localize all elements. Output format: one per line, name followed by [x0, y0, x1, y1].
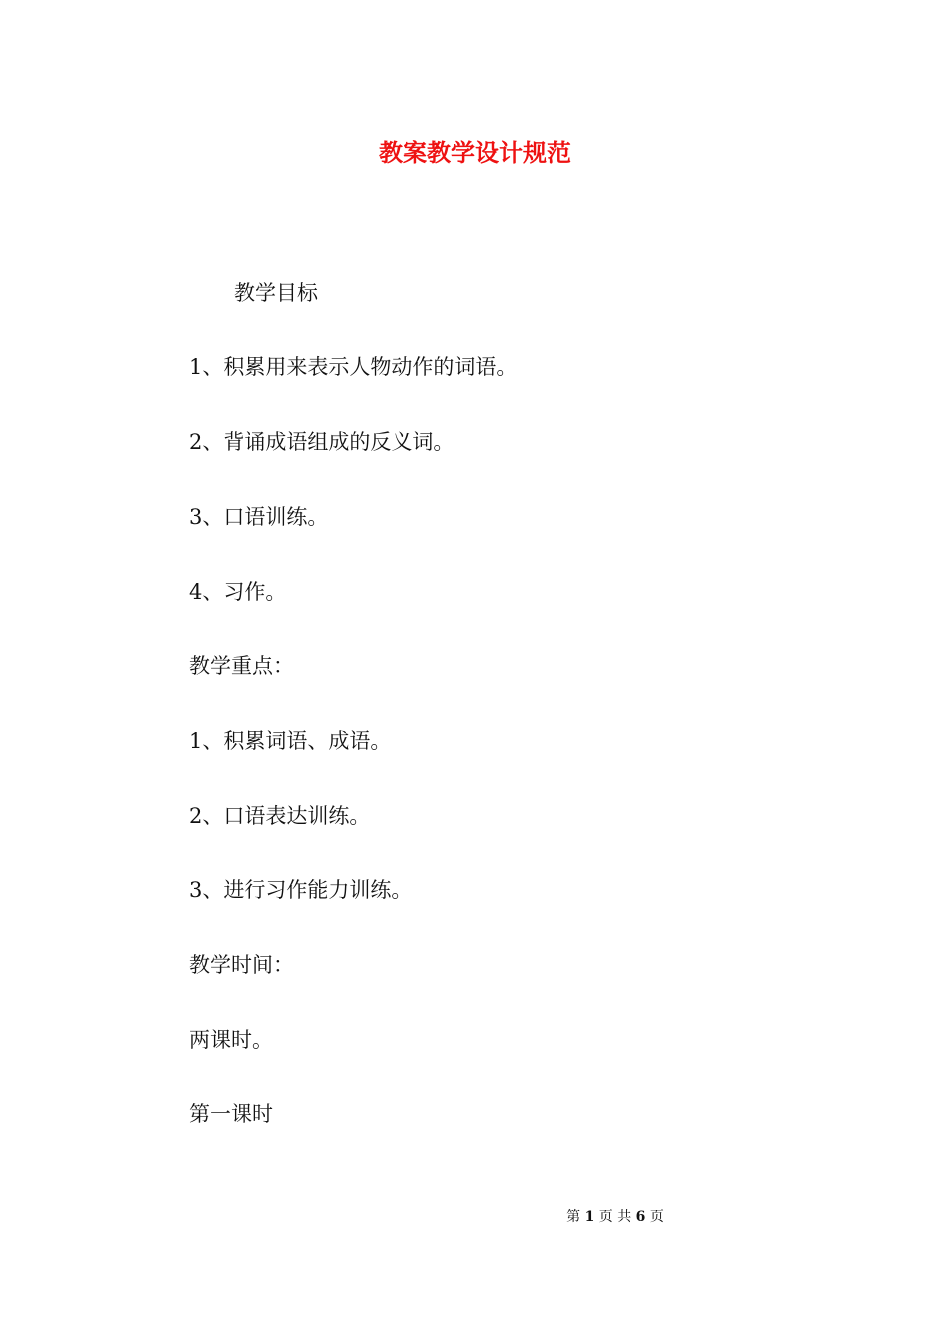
paragraph-first-lesson: 第一课时: [189, 1102, 273, 1126]
paragraph: 2、口语表达训练。: [189, 804, 371, 828]
paragraph-teaching-objectives: 教学目标: [234, 281, 318, 305]
paragraph: 1、积累词语、成语。: [189, 729, 392, 753]
document-title: 教案教学设计规范: [379, 138, 571, 167]
footer-suffix: 页: [649, 1209, 664, 1225]
footer-middle: 页 共: [598, 1209, 632, 1225]
page-footer: [0, 1207, 950, 1227]
paragraph: 1、积累用来表示人物动作的词语。: [189, 355, 518, 379]
paragraph: 两课时。: [189, 1028, 273, 1052]
paragraph: 3、进行习作能力训练。: [189, 878, 413, 902]
footer-prefix: 第: [566, 1209, 581, 1225]
paragraph-teaching-focus: 教学重点：: [189, 654, 294, 678]
footer-page-number: 1: [584, 1209, 595, 1225]
footer-total-pages: 6: [635, 1209, 646, 1225]
paragraph: 2、背诵成语组成的反义词。: [189, 430, 455, 454]
paragraph: 4、习作。: [189, 580, 287, 604]
paragraph: 3、口语训练。: [189, 505, 329, 529]
paragraph-teaching-time: 教学时间：: [189, 953, 294, 977]
